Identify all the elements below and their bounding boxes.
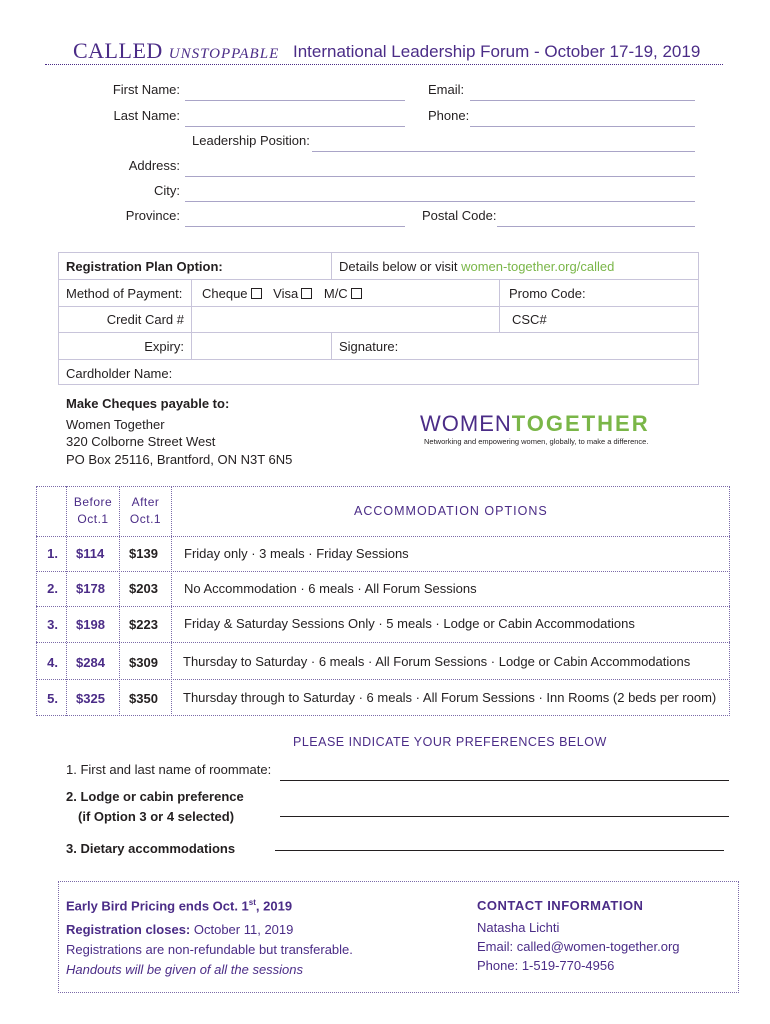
logo-women: WOMEN (420, 411, 512, 436)
expiry-field[interactable] (192, 333, 330, 358)
refund-policy: Registrations are non-refundable but transferable. (66, 942, 353, 957)
payment-col-divider (499, 279, 500, 332)
accommodation-title: ACCOMMODATION OPTIONS (354, 504, 548, 518)
before-header-1: Before (73, 495, 113, 509)
visa-checkbox[interactable] (301, 288, 312, 299)
roommate-field[interactable] (280, 780, 729, 781)
early-bird-sup: st (248, 898, 256, 907)
price-after: $139 (129, 546, 158, 561)
before-header (67, 494, 119, 528)
payment-row-divider (58, 332, 699, 333)
row-number: 2. (47, 581, 58, 596)
roommate-label: 1. First and last name of roommate: (66, 762, 272, 777)
price-before: $178 (76, 581, 105, 596)
price-after: $223 (129, 617, 158, 632)
mc-label: M/C (323, 286, 348, 301)
contact-title: CONTACT INFORMATION (477, 898, 644, 913)
table-row-divider (36, 642, 730, 643)
closes-label: Registration closes: (66, 922, 191, 937)
table-row-divider (36, 606, 730, 607)
cheque-label: Cheque (202, 286, 248, 301)
province-label: Province: (125, 208, 180, 223)
after-header-1: After (131, 495, 160, 509)
preferences-title: PLEASE INDICATE YOUR PREFERENCES BELOW (293, 735, 607, 749)
dietary-field[interactable] (275, 850, 724, 851)
cheques-line3: PO Box 25116, Brantford, ON N3T 6N5 (66, 452, 293, 467)
credit-card-label: Credit Card # (106, 312, 184, 327)
leadership-position-field[interactable] (312, 151, 695, 152)
payment-col-divider (331, 332, 332, 359)
table-row-divider (36, 536, 730, 537)
cheques-title: Make Cheques payable to: (66, 396, 230, 411)
credit-card-field[interactable] (192, 307, 498, 331)
cheque-checkbox[interactable] (251, 288, 262, 299)
called-text: CALLED (73, 38, 163, 63)
method-of-payment-label: Method of Payment: (66, 286, 183, 301)
row-number: 5. (47, 691, 58, 706)
signature-label: Signature: (339, 339, 399, 354)
expiry-label: Expiry: (144, 339, 184, 354)
forum-title: International Leadership Forum - October 17-19, 2019 (293, 42, 701, 61)
price-after: $203 (129, 581, 158, 596)
cardholder-label: Cardholder Name: (66, 366, 173, 381)
logo-tagline: Networking and empowering women, globally, to make a difference. (424, 437, 649, 446)
women-together-logo (420, 411, 650, 437)
closes-date: October 11, 2019 (190, 922, 294, 937)
option-description: Friday only · 3 meals · Friday Sessions (184, 546, 409, 561)
city-field[interactable] (185, 201, 695, 202)
lodge-preference-field[interactable] (280, 816, 729, 817)
logo-together: TOGETHER (511, 411, 650, 436)
after-header (120, 494, 171, 528)
table-row-divider (36, 679, 730, 680)
lodge-preference-label: 2. Lodge or cabin preference (66, 789, 244, 804)
city-label: City: (154, 183, 180, 198)
contact-phone: Phone: 1-519-770-4956 (477, 958, 615, 973)
first-name-field[interactable] (185, 100, 405, 101)
price-after: $309 (129, 655, 158, 670)
price-after: $350 (129, 691, 158, 706)
option-description: Friday & Saturday Sessions Only · 5 meals · Lodge or Cabin Accommodations (184, 616, 635, 631)
price-before: $325 (76, 691, 105, 706)
address-field[interactable] (185, 176, 695, 177)
email-field[interactable] (470, 100, 695, 101)
price-before: $284 (76, 655, 105, 670)
csc-label: CSC# (512, 312, 547, 327)
registration-plan-label: Registration Plan Option: (66, 259, 223, 274)
price-before: $198 (76, 617, 105, 632)
payment-options (202, 286, 362, 301)
contact-name: Natasha Lichti (477, 920, 560, 935)
contact-email[interactable]: Email: called@women-together.org (477, 939, 680, 954)
option-description: Thursday to Saturday · 6 meals · All Forum Sessions · Lodge or Cabin Accommodations (183, 654, 691, 669)
unstoppable-text: UNSTOPPABLE (168, 46, 280, 62)
row-number: 3. (47, 617, 58, 632)
cheques-line2: 320 Colborne Street West (66, 434, 216, 449)
row-number: 4. (47, 655, 58, 670)
before-header-2: Oct.1 (77, 512, 109, 526)
last-name-field[interactable] (185, 126, 405, 127)
promo-code-label: Promo Code: (509, 286, 586, 301)
option-description: Thursday through to Saturday · 6 meals · All Forum Sessions · Inn Rooms (2 beds per room) (183, 690, 717, 705)
details-prefix: Details below or visit (339, 259, 462, 274)
address-label: Address: (128, 158, 180, 173)
early-bird-text (66, 898, 292, 913)
after-header-2: Oct.1 (129, 512, 162, 526)
table-row-divider (36, 571, 730, 572)
phone-field[interactable] (470, 126, 695, 127)
price-before: $114 (76, 546, 105, 561)
postal-code-label: Postal Code: (422, 208, 497, 223)
table-col-divider (171, 486, 172, 716)
email-label: Email: (428, 82, 465, 97)
payment-col-divider (331, 252, 332, 279)
postal-code-field[interactable] (497, 226, 695, 227)
row-number: 1. (47, 546, 58, 561)
phone-label: Phone: (428, 108, 470, 123)
header-divider (45, 64, 723, 65)
first-name-label: First Name: (112, 82, 180, 97)
registration-closes (66, 922, 293, 937)
payment-row-divider (58, 359, 699, 360)
early-bird-suffix: , 2019 (255, 898, 293, 914)
dietary-label: 3. Dietary accommodations (66, 841, 236, 856)
cheques-line1: Women Together (66, 417, 165, 432)
last-name-label: Last Name: (113, 108, 180, 123)
details-link[interactable]: women-together.org/called (461, 259, 615, 274)
leadership-position-label: Leadership Position: (192, 133, 310, 148)
early-bird-prefix: Early Bird Pricing ends Oct. 1 (66, 898, 249, 914)
payment-row-divider (58, 279, 699, 280)
option-description: No Accommodation · 6 meals · All Forum Sessions (184, 581, 477, 596)
details-text (339, 259, 614, 274)
visa-label: Visa (273, 286, 299, 301)
province-field[interactable] (185, 226, 405, 227)
header-called (73, 38, 279, 64)
mc-checkbox[interactable] (351, 288, 362, 299)
handouts-note: Handouts will be given of all the sessions (66, 962, 304, 977)
lodge-preference-note: (if Option 3 or 4 selected) (78, 809, 235, 824)
